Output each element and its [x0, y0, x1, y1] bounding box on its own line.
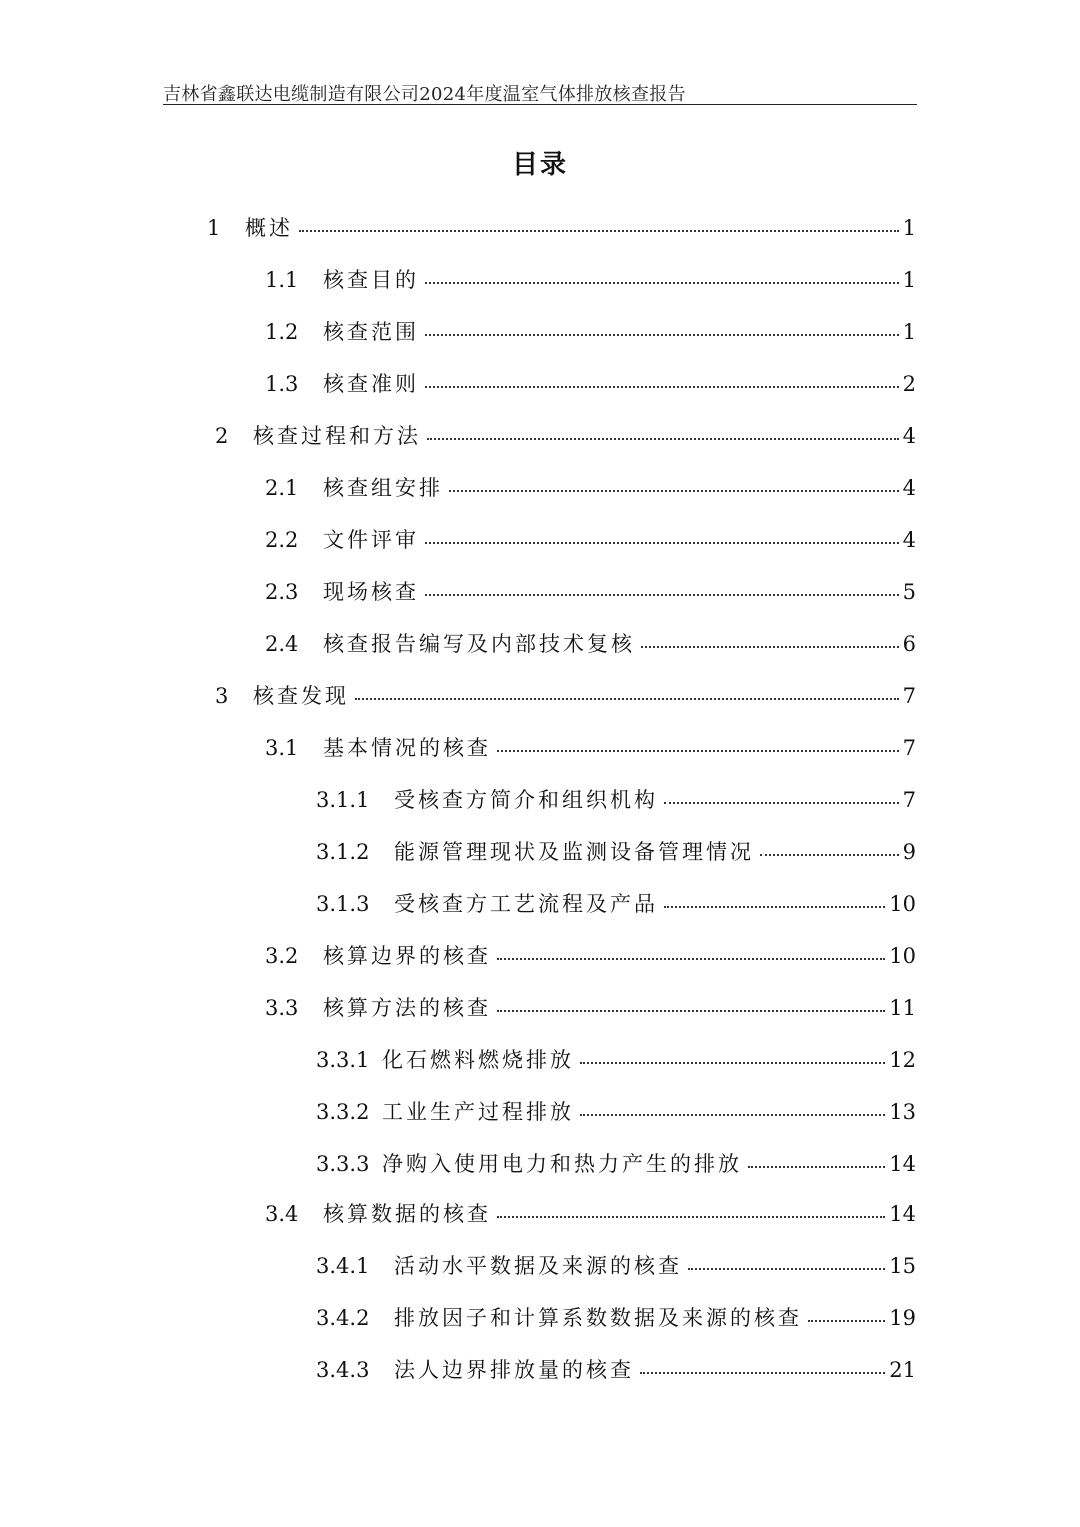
toc-entry-label: 核查过程和方法 — [253, 424, 421, 448]
toc-entry-number: 3.3.3 — [316, 1152, 370, 1176]
toc-entry-number: 1 — [207, 216, 221, 240]
toc-entry-page: 15 — [889, 1254, 916, 1278]
toc-entry-number: 3 — [215, 684, 229, 708]
toc-entry-number: 3.4 — [265, 1202, 299, 1226]
toc-entry[interactable] — [265, 732, 916, 764]
toc-entry-label: 核查组安排 — [323, 476, 443, 500]
toc-entry-page: 21 — [889, 1358, 916, 1382]
toc-entry-number: 3.1.1 — [316, 788, 370, 812]
toc-entry[interactable] — [265, 992, 916, 1024]
toc-entry-number: 3.4.1 — [316, 1254, 370, 1278]
dot-leader — [641, 646, 899, 648]
toc-entry-number: 2.4 — [265, 632, 299, 656]
dot-leader — [449, 490, 899, 492]
toc-entry-label: 核算边界的核查 — [323, 944, 491, 968]
toc-entry-page: 4 — [902, 424, 916, 448]
toc-entry-page: 1 — [902, 216, 916, 240]
dot-leader — [425, 386, 899, 388]
toc-entry-page: 5 — [902, 580, 916, 604]
dot-leader — [425, 594, 899, 596]
toc-entry-page: 1 — [902, 268, 916, 292]
toc-entry-number: 3.2 — [265, 944, 299, 968]
toc-entry-page: 10 — [889, 944, 916, 968]
toc-entry-number: 2 — [215, 424, 229, 448]
toc-entry-label: 核查范围 — [323, 320, 419, 344]
toc-entry[interactable] — [265, 628, 916, 660]
toc-entry-page: 9 — [902, 840, 916, 864]
toc-entry-number: 1.2 — [265, 320, 299, 344]
dot-leader — [299, 230, 899, 232]
toc-entry-page: 4 — [902, 476, 916, 500]
dot-leader — [808, 1320, 885, 1322]
toc-entry-label: 核查目的 — [323, 268, 419, 292]
toc-entry[interactable] — [316, 1096, 916, 1128]
toc-entry-page: 12 — [889, 1048, 916, 1072]
toc-entry[interactable] — [316, 1044, 916, 1076]
dot-leader — [425, 542, 899, 544]
toc-entry-page: 10 — [889, 892, 916, 916]
toc-entry-number: 3.1.3 — [316, 892, 370, 916]
toc-entry[interactable] — [265, 264, 916, 296]
toc-entry-label: 概述 — [245, 216, 293, 240]
toc-entry[interactable] — [316, 1148, 916, 1180]
dot-leader — [580, 1062, 885, 1064]
dot-leader — [688, 1268, 885, 1270]
toc-entry-number: 3.4.2 — [316, 1306, 370, 1330]
toc-entry[interactable] — [265, 472, 916, 504]
toc-entry[interactable] — [316, 836, 916, 868]
dot-leader — [664, 906, 885, 908]
toc-entry-page: 13 — [889, 1100, 916, 1124]
dot-leader — [497, 750, 899, 752]
toc-entry[interactable] — [215, 420, 916, 452]
toc-entry-number: 1.1 — [265, 268, 299, 292]
toc-entry[interactable] — [316, 1354, 916, 1386]
toc-entry-number: 3.4.3 — [316, 1358, 370, 1382]
toc-entry-number: 2.2 — [265, 528, 299, 552]
toc-entry-page: 7 — [902, 788, 916, 812]
dot-leader — [664, 802, 899, 804]
toc-entry-page: 11 — [889, 996, 916, 1020]
toc-entry-number: 3.1.2 — [316, 840, 370, 864]
toc-entry-page: 14 — [889, 1152, 916, 1176]
dot-leader — [425, 282, 899, 284]
dot-leader — [580, 1114, 885, 1116]
dot-leader — [427, 438, 899, 440]
toc-entry-page: 14 — [889, 1202, 916, 1226]
toc-entry-label: 现场核查 — [323, 580, 419, 604]
toc-entry[interactable] — [316, 1302, 916, 1334]
toc-entry-label: 核查报告编写及内部技术复核 — [323, 632, 635, 656]
toc-entry-label: 文件评审 — [323, 528, 419, 552]
toc-entry-label: 能源管理现状及监测设备管理情况 — [394, 840, 754, 864]
running-header: 吉林省鑫联达电缆制造有限公司2024年度温室气体排放核查报告 — [163, 84, 686, 105]
toc-entry-number: 3.3 — [265, 996, 299, 1020]
toc-entry-label: 受核查方工艺流程及产品 — [394, 892, 658, 916]
toc-entry-number: 2.3 — [265, 580, 299, 604]
toc-entry-label: 基本情况的核查 — [323, 736, 491, 760]
toc-entry-label: 核查发现 — [253, 684, 349, 708]
toc-entry-label: 核查准则 — [323, 372, 419, 396]
toc-entry-label: 化石燃料燃烧排放 — [382, 1048, 574, 1072]
toc-entry-page: 2 — [902, 372, 916, 396]
toc-entry-number: 3.1 — [265, 736, 299, 760]
toc-entry[interactable] — [265, 524, 916, 556]
toc-entry[interactable] — [265, 368, 916, 400]
toc-entry-label: 法人边界排放量的核查 — [394, 1358, 634, 1382]
toc-entry-label: 受核查方简介和组织机构 — [394, 788, 658, 812]
toc-entry-label: 核算方法的核查 — [323, 996, 491, 1020]
dot-leader — [497, 1216, 885, 1218]
toc-entry[interactable] — [316, 888, 916, 920]
dot-leader — [748, 1166, 885, 1168]
toc-entry-label: 排放因子和计算系数数据及来源的核查 — [394, 1306, 802, 1330]
toc-entry-number: 3.3.1 — [316, 1048, 370, 1072]
toc-entry-label: 净购入使用电力和热力产生的排放 — [382, 1152, 742, 1176]
toc-entry[interactable] — [265, 576, 916, 608]
toc-entry-page: 7 — [902, 684, 916, 708]
toc-entry[interactable] — [265, 1198, 916, 1230]
dot-leader — [497, 958, 885, 960]
dot-leader — [497, 1010, 885, 1012]
toc-entry-page: 6 — [902, 632, 916, 656]
toc-entry[interactable] — [265, 316, 916, 348]
toc-entry-label: 活动水平数据及来源的核查 — [394, 1254, 682, 1278]
toc-title: 目录 — [511, 150, 568, 180]
toc-entry[interactable] — [207, 212, 916, 244]
toc-entry[interactable] — [215, 680, 916, 712]
toc-entry[interactable] — [316, 1250, 916, 1282]
toc-entry-number: 3.3.2 — [316, 1100, 370, 1124]
dot-leader — [640, 1372, 885, 1374]
dot-leader — [760, 854, 899, 856]
toc-entry-page: 7 — [902, 736, 916, 760]
dot-leader — [425, 334, 899, 336]
toc-entry-label: 工业生产过程排放 — [382, 1100, 574, 1124]
toc-entry-number: 2.1 — [265, 476, 299, 500]
toc-entry[interactable] — [316, 784, 916, 816]
toc-entry[interactable] — [265, 940, 916, 972]
toc-entry-label: 核算数据的核查 — [323, 1202, 491, 1226]
toc-entry-page: 1 — [902, 320, 916, 344]
toc-entry-page: 19 — [889, 1306, 916, 1330]
dot-leader — [355, 698, 899, 700]
toc-entry-number: 1.3 — [265, 372, 299, 396]
toc-entry-page: 4 — [902, 528, 916, 552]
